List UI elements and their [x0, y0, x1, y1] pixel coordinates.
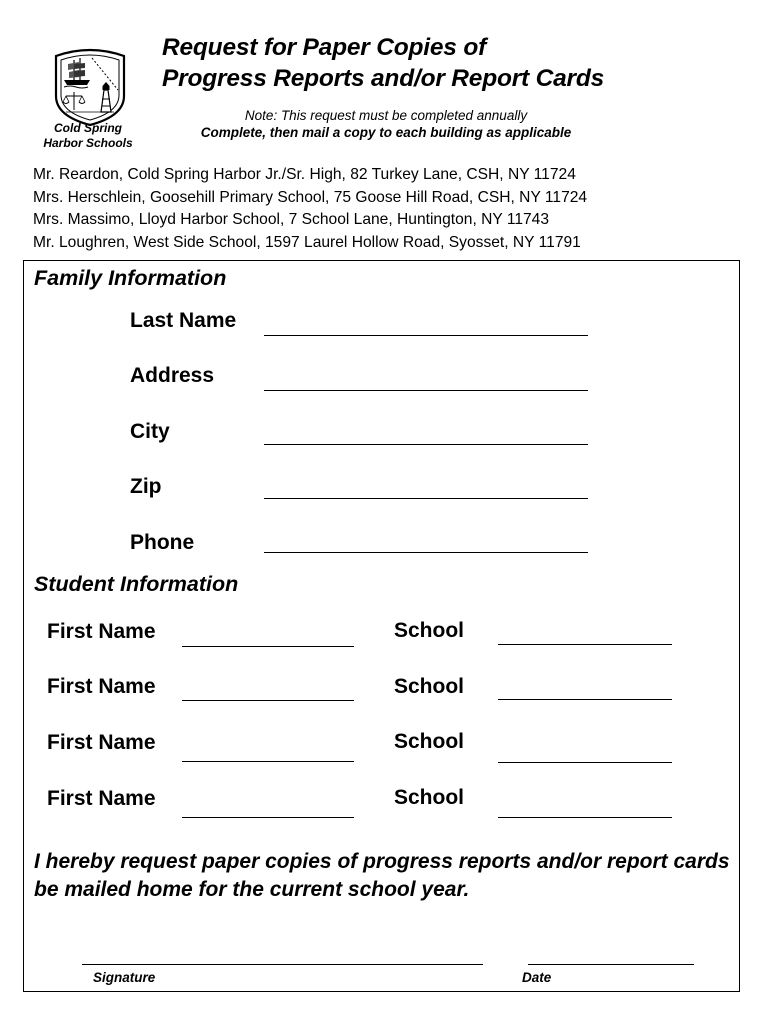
logo-caption	[28, 121, 148, 151]
student-information-heading: Student Information	[34, 572, 239, 596]
school-field-3[interactable]	[498, 762, 672, 763]
last-name-label: Last Name	[130, 309, 237, 332]
city-field[interactable]	[264, 444, 588, 445]
school-label: School	[394, 619, 465, 642]
school-field-2[interactable]	[498, 699, 672, 700]
first-name-label: First Name	[47, 675, 156, 698]
city-label: City	[130, 420, 170, 443]
form-note	[178, 107, 594, 141]
school-field-4[interactable]	[498, 817, 672, 818]
signature-field[interactable]	[82, 964, 483, 965]
title-line2: Progress Reports and/or Report Cards	[162, 65, 605, 92]
phone-field[interactable]	[264, 552, 588, 553]
address-label: Address	[130, 364, 215, 387]
logo-caption-line2: Harbor Schools	[43, 136, 133, 150]
first-name-field-1[interactable]	[182, 646, 354, 647]
school-field-1[interactable]	[498, 644, 672, 645]
first-name-field-2[interactable]	[182, 700, 354, 701]
address-line: Mrs. Massimo, Lloyd Harbor School, 7 School Lane, Huntington, NY 11743	[33, 211, 550, 228]
mailing-instruction: Complete, then mail a copy to each building as applicable	[200, 125, 572, 140]
first-name-label: First Name	[47, 620, 156, 643]
address-line: Mr. Loughren, West Side School, 1597 Laurel Hollow Road, Syosset, NY 11791	[33, 233, 581, 251]
phone-label: Phone	[130, 531, 195, 554]
signature-label: Signature	[93, 970, 156, 985]
date-field[interactable]	[528, 964, 694, 965]
annual-note: Note: This request must be completed annually	[244, 108, 528, 123]
address-field[interactable]	[264, 390, 588, 391]
date-label: Date	[522, 970, 552, 985]
page-title	[162, 32, 604, 94]
request-statement: I hereby request paper copies of progress reports and/or report cards be mailed home for the current school year.	[34, 850, 730, 901]
school-label: School	[394, 730, 465, 753]
title-line1: Request for Paper Copies of	[162, 34, 487, 61]
logo-caption-line1: Cold Spring	[54, 121, 122, 135]
first-name-field-4[interactable]	[182, 817, 354, 818]
first-name-label: First Name	[47, 731, 156, 754]
address-line: Mr. Reardon, Cold Spring Harbor Jr./Sr. High, 82 Turkey Lane, CSH, NY 11724	[33, 166, 576, 183]
address-line: Mrs. Herschlein, Goosehill Primary School, 75 Goose Hill Road, CSH, NY 11724	[33, 188, 588, 206]
address-list	[33, 164, 587, 254]
last-name-field[interactable]	[264, 335, 588, 336]
first-name-field-3[interactable]	[182, 761, 354, 762]
zip-field[interactable]	[264, 498, 588, 499]
family-information-heading: Family Information	[34, 266, 227, 290]
school-seal-logo	[52, 46, 128, 126]
first-name-label: First Name	[47, 787, 156, 810]
school-label: School	[394, 786, 465, 809]
zip-label: Zip	[130, 475, 162, 498]
school-label: School	[394, 675, 465, 698]
